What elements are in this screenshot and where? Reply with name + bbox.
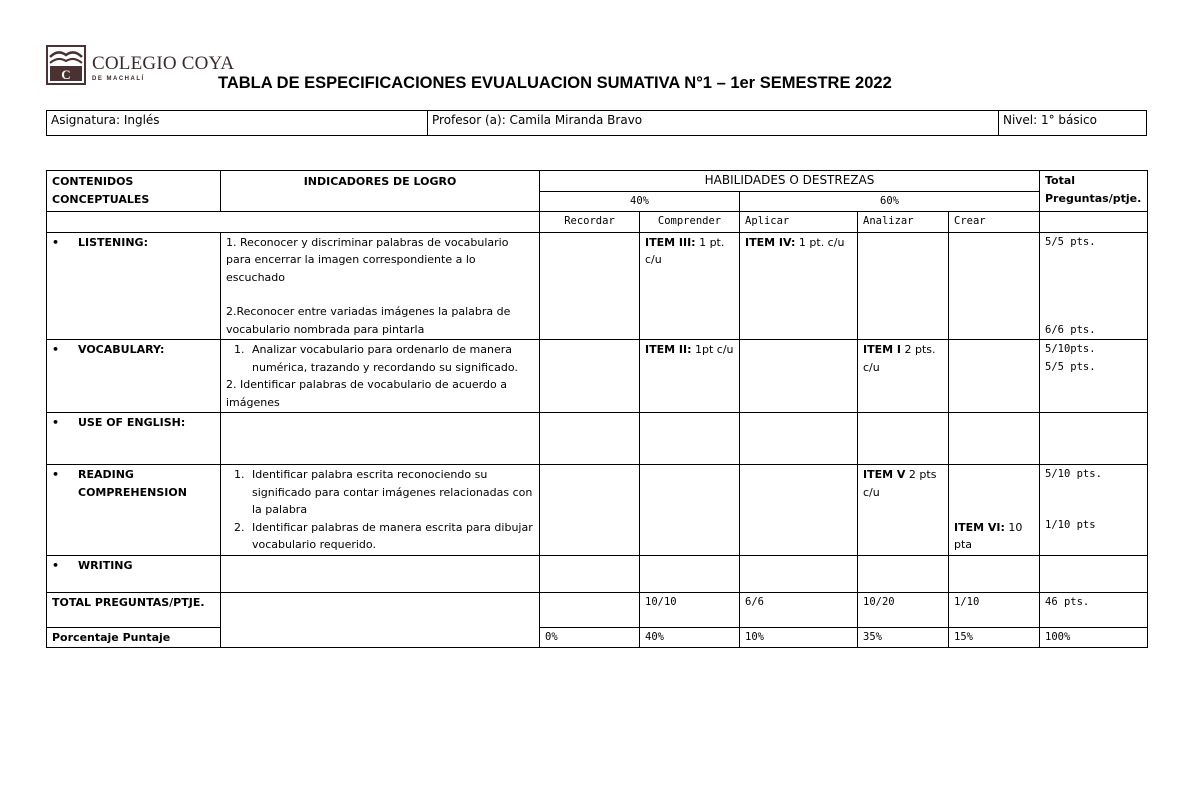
col-header-total: Total Preguntas/ptje. [1040,171,1148,212]
comprender-cell [640,413,740,465]
bullet-icon: • [52,343,60,356]
porcentaje-total: 100% [1040,627,1148,648]
content-cell [47,232,221,340]
total-value: 5/10pts. [1045,343,1096,355]
item-value: 2 pts. c/u [863,343,936,374]
total-cell [1040,413,1148,465]
totals-recordar [540,592,640,627]
total-cell [1040,465,1148,556]
col-header-indicadores: INDICADORES DE LOGRO [221,171,540,212]
crear-cell [949,413,1040,465]
indicator-text: 2. Identificar palabras de vocabulario de acuerdo a imágenes [226,378,507,409]
table-row-writing [47,555,1148,592]
porcentaje-analizar: 35% [858,627,949,648]
item-label: ITEM V [863,468,906,481]
porcentaje-aplicar: 10% [740,627,858,648]
analizar-cell [858,413,949,465]
indicator-cell [221,232,540,340]
school-location: DE MACHALÍ [92,76,145,82]
analizar-cell [858,465,949,556]
comprender-cell [640,340,740,413]
content-cell [47,465,221,556]
item-value: 1pt c/u [691,343,734,356]
pct-60: 60% [740,191,1040,212]
crear-cell [949,465,1040,556]
porcentaje-recordar: 0% [540,627,640,648]
page-title: TABLA DE ESPECIFICACIONES EVUALUACION SUMATIVA N°1 – 1er SEMESTRE 2022 [218,74,892,92]
content-label: VOCABULARY: [78,343,165,356]
table-row-vocabulary [47,340,1148,413]
porcentaje-comprender: 40% [640,627,740,648]
indicator-cell [221,413,540,465]
recordar-cell [540,232,640,340]
content-label: WRITING [78,558,133,572]
specification-table [46,170,1148,648]
table-row-porcentaje [47,627,1148,648]
comprender-cell [640,555,740,592]
indicator-cell [221,465,540,556]
bullet-icon: • [52,235,60,249]
pct-40: 40% [540,191,740,212]
aplicar-cell [740,555,858,592]
col-header-contenidos: CONTENIDOS CONCEPTUALES [47,171,221,212]
total-cell [1040,555,1148,592]
total-cell [1040,232,1148,340]
porcentaje-label: Porcentaje Puntaje [47,627,221,648]
indicator-text: 1. Reconocer y discriminar palabras de vocabulario para encerrar la imagen correspondiente a lo escuchado [226,235,509,284]
total-value: 6/6 pts. [1045,323,1096,336]
total-value: 5/10 pts. [1045,468,1102,480]
recordar-cell [540,413,640,465]
table-row-reading [47,465,1148,556]
empty-cell [1040,212,1148,233]
total-value: 5/5 pts. [1045,235,1096,248]
school-crest-icon [46,45,86,85]
indicator-text: 1. Analizar vocabulario para ordenarlo de manera numérica, trazando y recordando su significado. [248,341,534,376]
indicator-cell [221,340,540,413]
content-cell [47,413,221,465]
col-header-comprender: Comprender [640,212,740,233]
header-row [47,171,1148,192]
total-cell [1040,340,1148,413]
crear-cell [949,232,1040,340]
analizar-cell [858,232,949,340]
col-header-habilidades: HABILIDADES O DESTREZAS [540,171,1040,192]
item-label: ITEM VI: [954,520,1005,534]
totals-total: 46 pts. [1040,592,1148,627]
indicator-text: 2.Reconocer entre variadas imágenes la palabra de vocabulario nombrada para pintarla [226,305,511,336]
totals-crear: 1/10 [949,592,1040,627]
table-row-listening [47,232,1148,340]
indicator-list [226,466,534,554]
aplicar-cell [740,232,858,340]
indicator-cell [221,555,540,592]
crear-cell [949,555,1040,592]
totals-aplicar: 6/6 [740,592,858,627]
aplicar-cell [740,465,858,556]
profesor-field: Profesor (a): Camila Miranda Bravo [428,111,999,135]
content-cell [47,555,221,592]
table-row-totals [47,592,1148,627]
content-label: USE OF ENGLISH: [78,416,186,429]
col-header-aplicar: Aplicar [740,212,858,233]
skills-row [47,212,1148,233]
table-row-use-of-english [47,413,1148,465]
content-cell [47,340,221,413]
item-value: 1 pt. c/u [795,235,845,249]
empty-cell [47,212,540,233]
nivel-field: Nivel: 1° básico [1003,113,1097,127]
analizar-cell [858,340,949,413]
school-logo [46,45,235,91]
recordar-cell [540,555,640,592]
aplicar-cell [740,413,858,465]
svg-text:C: C [61,67,71,82]
empty-cell [221,592,540,648]
school-name: COLEGIO COYA [92,53,235,74]
col-header-crear: Crear [949,212,1040,233]
bullet-icon: • [52,416,60,429]
indicator-text: 2. Identificar palabras de manera escrita para dibujar vocabulario requerido. [248,519,534,554]
col-header-recordar: Recordar [540,212,640,233]
totals-comprender: 10/10 [640,592,740,627]
totals-analizar: 10/20 [858,592,949,627]
bullet-icon: • [52,558,60,572]
content-label: READING COMPREHENSION [78,468,187,499]
aplicar-cell [740,340,858,413]
bullet-icon: • [52,468,60,481]
recordar-cell [540,465,640,556]
item-label: ITEM IV: [745,235,796,249]
analizar-cell [858,555,949,592]
asignatura-field: Asignatura: Inglés [47,111,428,135]
item-value: 2 pts c/u [863,468,937,499]
porcentaje-crear: 15% [949,627,1040,648]
indicator-list [226,341,534,376]
total-value: 1/10 pts [1045,519,1096,531]
indicator-text: 1. Identificar palabra escrita reconociendo su significado para contar imágenes relacionadas con la palabra [248,466,534,519]
comprender-cell [640,232,740,340]
comprender-cell [640,465,740,556]
header-info-box [46,110,1147,136]
col-header-analizar: Analizar [858,212,949,233]
total-value: 5/5 pts. [1045,360,1096,373]
item-label: ITEM I [863,343,901,356]
content-label: LISTENING: [78,235,148,249]
totals-label: TOTAL PREGUNTAS/PTJE. [47,592,221,627]
crear-cell [949,340,1040,413]
item-value: 10 pta [954,520,1023,551]
item-value: 1 pt. c/u [645,235,725,266]
item-label: ITEM III: [645,235,696,249]
item-label: ITEM II: [645,343,692,356]
recordar-cell [540,340,640,413]
